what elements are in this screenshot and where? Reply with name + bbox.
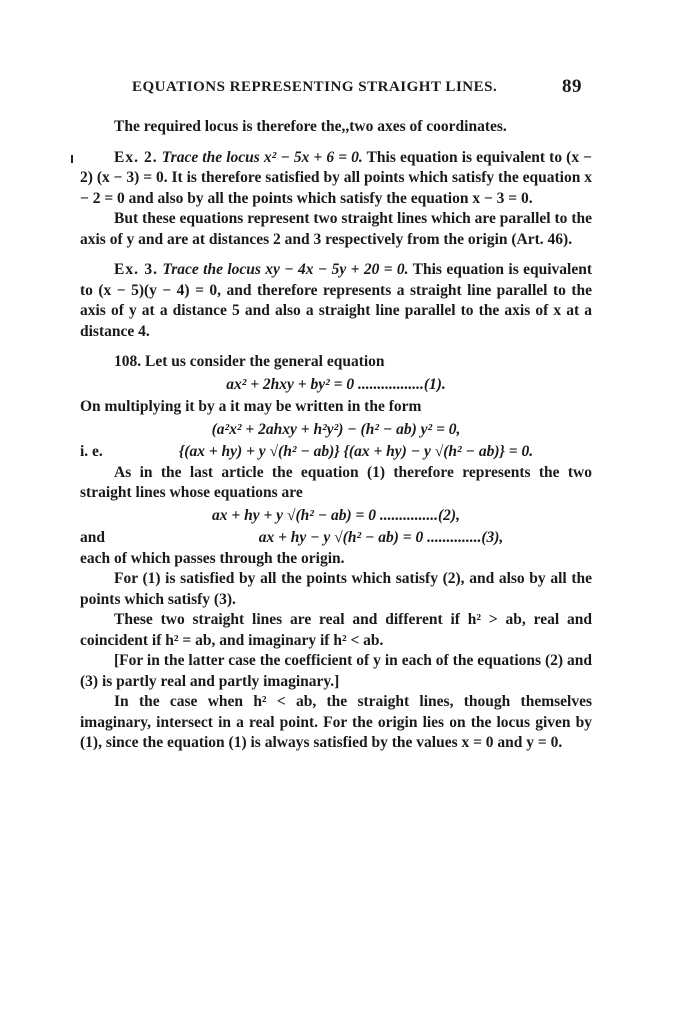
- for-text: For (1) is satisfied by all the points which satisfy (2), and also by all the points which satisfy (3).: [80, 570, 592, 608]
- bracket-text: [For in the latter case the coefficient of y in each of the equations (2) and (3) is partly real and partly imaginary.]: [80, 652, 592, 690]
- equation-2: ax + hy + y √(h² − ab) = 0 ...............(2),: [212, 506, 460, 524]
- equation-ie-row: [80, 442, 592, 463]
- these-text: These two straight lines are real and different if h² > ab, real and coincident if h² = ab, and imaginary if h² < ab.: [80, 611, 592, 649]
- equation-ie: {(ax + hy) + y √(h² − ab)} {(ax + hy) − y √(h² − ab)} = 0.: [178, 443, 534, 460]
- equation-form: (a²x² + 2ahxy + h²y²) − (h² − ab) y² = 0,: [211, 420, 461, 438]
- example-2-label: Ex. 2.: [114, 148, 158, 166]
- example-3-title: Trace the locus xy − 4x − 5y + 20 = 0.: [162, 261, 409, 278]
- page-body: [80, 117, 592, 754]
- example-2-paragraph-2: But these equations represent two straight lines which are parallel to the axis of y and are at distances 2 and 3 respectively from the origin (Art. 46).: [80, 210, 592, 248]
- example-2-text: This equation is equivalent to (x − 2) (x − 3) = 0. It is therefore satisfied by all points which satisfy the equation x − 2 = 0 and also by all the points which satisfy the equation x − 3 = 0.: [80, 148, 592, 207]
- multiply-text: On multiplying it by a it may be written in the form: [80, 398, 422, 415]
- equation-1: ax² + 2hxy + by² = 0 .................(1).: [226, 375, 446, 393]
- paragraph-locus: The required locus is therefore the,,two axes of coordinates.: [114, 118, 507, 135]
- section-108-text: Let us consider the general equation: [145, 353, 385, 370]
- example-3-text: This equation is equivalent to (x − 5)(y − 4) = 0, and therefore represents a straight line parallel to the axis of y at a distance 5 and also a straight line parallel to the axis of x at a distance 4.: [80, 261, 592, 340]
- example-3: [80, 260, 592, 342]
- section-108-number: 108.: [114, 353, 142, 370]
- header-title: EQUATIONS REPRESENTING STRAIGHT LINES.: [132, 79, 498, 95]
- page-number: 89: [562, 76, 582, 97]
- example-2: [80, 148, 592, 210]
- example-3-label: Ex. 3.: [114, 261, 158, 278]
- case-text: In the case when h² < ab, the straight lines, though themselves imaginary, intersect in a real point. For the origin lies on the locus given by (1), since the equation (1) is always satisfied by the values x = 0 and y = 0.: [80, 693, 592, 751]
- equation-3-row: [80, 528, 592, 549]
- section-108: [80, 352, 592, 373]
- equation-3: ax + hy − y √(h² − ab) = 0 ..............(3),: [258, 529, 504, 546]
- each-text: each of which passes through the origin.: [80, 549, 345, 567]
- as-text: As in the last article the equation (1) therefore represents the two straight lines whose equations are: [80, 463, 592, 501]
- and-label: and: [80, 529, 105, 546]
- example-2-title: Trace the locus x² − 5x + 6 = 0.: [161, 148, 363, 166]
- margin-mark: [71, 155, 73, 163]
- ie-label: i. e.: [80, 443, 103, 460]
